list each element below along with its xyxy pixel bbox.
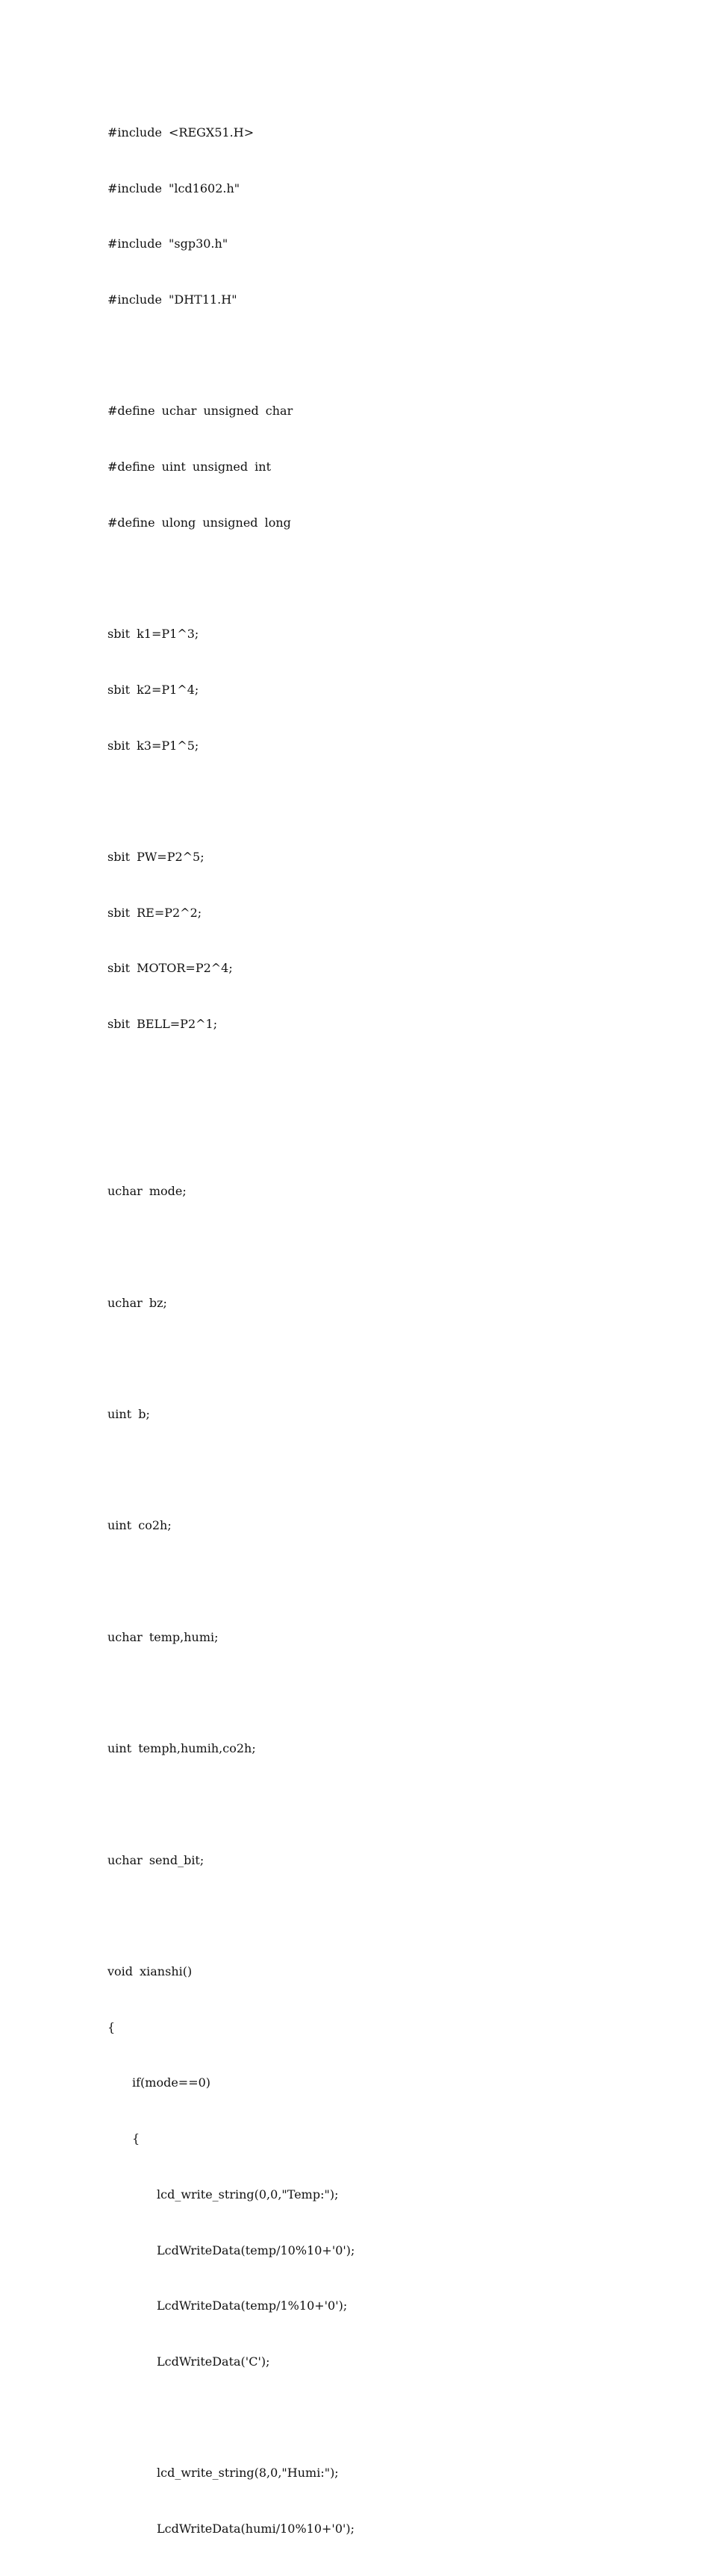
code-line: { [132,2131,140,2146]
code-line [107,1907,354,1925]
code-line [107,347,354,366]
code-line [107,2409,354,2428]
code-line: if(mode==0) [132,2075,211,2090]
code-line [107,1071,354,1090]
code-line: uint b; [107,1406,150,1421]
code-line: sbit RE=P2^2; [107,905,202,920]
code-line: uchar send_bit; [107,1852,204,1867]
code-line: #include "DHT11.H" [107,292,237,307]
code-line: LcdWriteData(humi/10%10+'0'); [157,2522,355,2536]
code-line: sbit BELL=P2^1; [107,1017,218,1032]
code-line: #define uint unsigned int [107,460,272,474]
code-line [107,792,354,811]
code-line: uchar bz; [107,1295,167,1310]
code-listing [107,87,354,2576]
code-line: uchar mode; [107,1184,187,1199]
code-line: #define uchar unsigned char [107,404,293,419]
code-line: #include "lcd1602.h" [107,181,240,195]
code-line: void xianshi() [107,1964,193,1979]
code-line: #include <REGX51.H> [107,125,254,140]
code-line: LcdWriteData('C'); [157,2354,270,2369]
code-line [107,1461,354,1480]
code-line: uchar temp,humi; [107,1629,219,1644]
code-line: LcdWriteData(temp/1%10+'0'); [157,2298,348,2313]
code-line [107,1685,354,1703]
code-line: #define ulong unsigned long [107,515,291,530]
code-line: uint temph,humih,co2h; [107,1741,256,1756]
code-line: lcd_write_string(0,0,"Temp:"); [157,2187,339,2201]
code-line: sbit PW=P2^5; [107,849,204,864]
code-line: sbit k1=P1^3; [107,627,199,642]
code-line: LcdWriteData(temp/10%10+'0'); [157,2243,355,2257]
code-line [107,1573,354,1591]
code-line: sbit k2=P1^4; [107,682,199,697]
code-line: uint co2h; [107,1518,172,1533]
code-line [107,569,354,588]
code-line [107,1126,354,1145]
code-line: sbit k3=P1^5; [107,738,199,753]
code-line: { [107,2019,116,2034]
code-line [107,1238,354,1257]
code-line: lcd_write_string(8,0,"Humi:"); [157,2466,339,2481]
code-line [107,1350,354,1368]
code-line: sbit MOTOR=P2^4; [107,961,233,976]
code-line: #include "sgp30.h" [107,236,228,251]
code-line [107,1796,354,1814]
